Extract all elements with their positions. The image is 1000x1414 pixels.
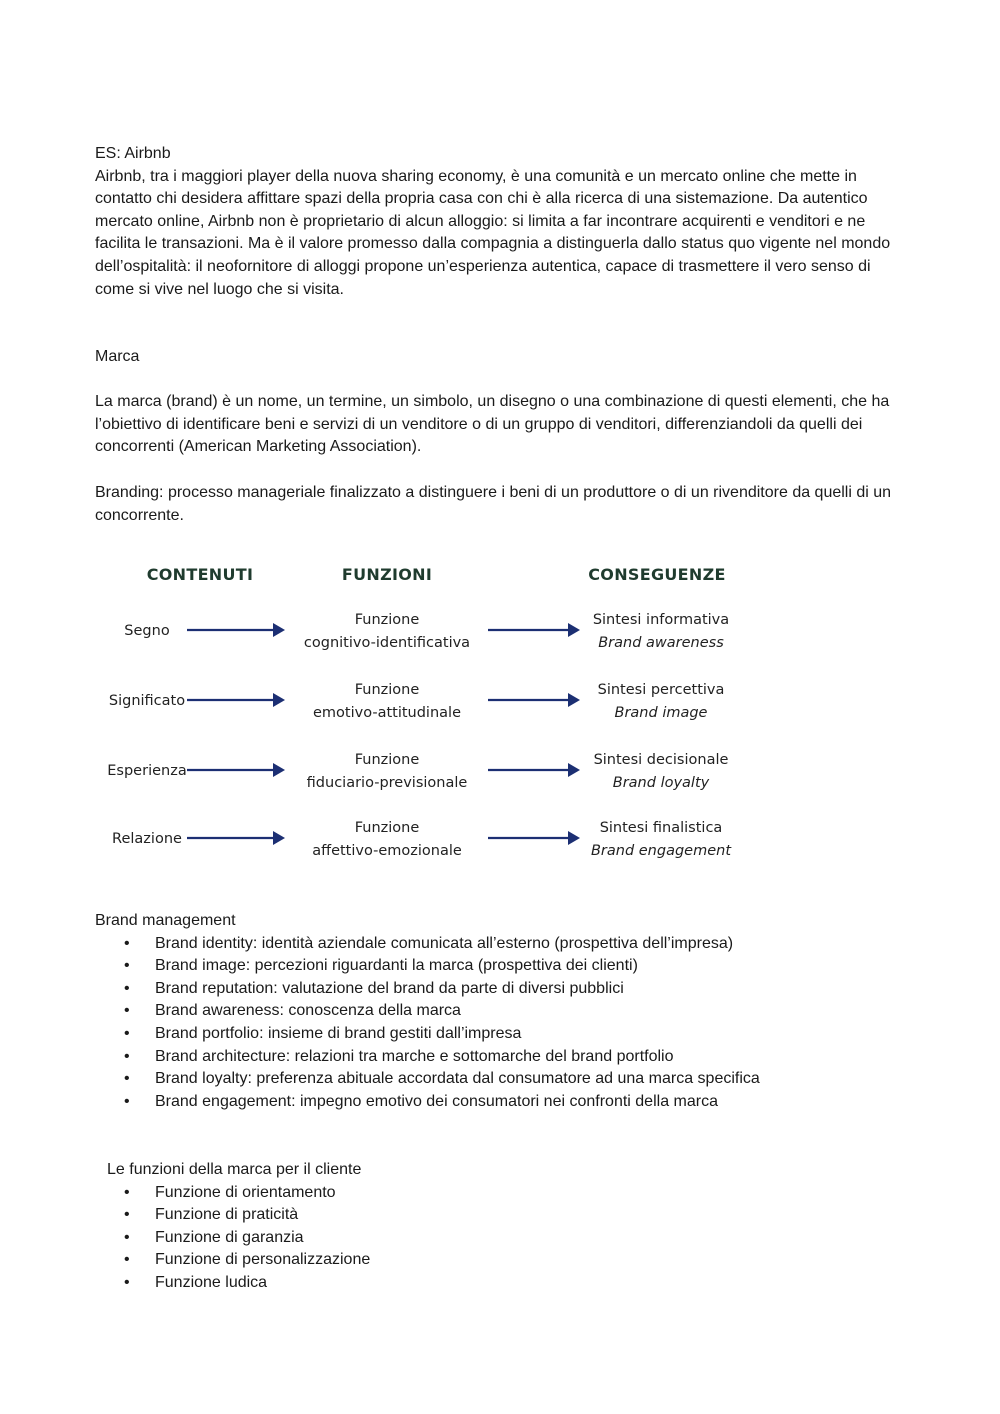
list-item-text: Funzione di praticità (155, 1206, 299, 1224)
diagram-function-title: Funzione (354, 820, 420, 836)
diagram-header-funzioni: FUNZIONI (341, 565, 433, 584)
list-item (95, 933, 910, 956)
bullet-icon: • (124, 1024, 130, 1042)
list-item (95, 978, 910, 1001)
diagram-function-title: Funzione (354, 682, 420, 698)
funzioni-cliente-heading: Le funzioni della marca per il cliente (107, 1161, 362, 1178)
list-item (95, 1249, 910, 1272)
diagram-consequence-title: Sintesi percettiva (597, 682, 725, 698)
bullet-icon: • (124, 1183, 130, 1201)
diagram-function-title: Funzione (354, 612, 420, 628)
list-item-text: Funzione di personalizzazione (155, 1251, 371, 1269)
diagram-function-title: Funzione (354, 752, 420, 768)
list-item-text: Brand image: percezioni riguardanti la marca (prospettiva dei clienti) (155, 957, 638, 975)
brand-management-heading: Brand management (95, 912, 236, 929)
list-item (95, 1182, 910, 1205)
diagram-consequence-brand: Brand awareness (598, 635, 724, 651)
diagram-content-label: Esperienza (107, 763, 187, 779)
list-item-text: Funzione di orientamento (155, 1183, 336, 1201)
arrow-right-icon (187, 693, 285, 707)
brand-management-section (95, 910, 910, 1113)
bullet-icon: • (124, 1228, 130, 1246)
diagram-consequence-brand: Brand loyalty (612, 775, 710, 791)
bullet-icon: • (124, 1070, 130, 1088)
diagram-consequence-brand: Brand image (614, 705, 708, 721)
bullet-icon: • (124, 1047, 130, 1065)
arrow-right-icon (187, 763, 285, 777)
arrow-right-icon (488, 623, 580, 637)
list-item-text: Brand reputation: valutazione del brand da parte di diversi pubblici (155, 979, 624, 997)
bullet-icon: • (124, 957, 130, 975)
arrow-right-icon (488, 763, 580, 777)
bullet-icon: • (124, 1206, 130, 1224)
list-item (95, 1272, 910, 1295)
arrow-right-icon (488, 831, 580, 845)
list-item (95, 1023, 910, 1046)
diagram-content-label: Relazione (112, 831, 182, 847)
diagram-header-conseguenze: CONSEGUENZE (588, 565, 726, 584)
list-item (95, 1204, 910, 1227)
list-item-text: Brand architecture: relazioni tra marche e sottomarche del brand portfolio (155, 1047, 674, 1065)
arrow-right-icon (488, 693, 580, 707)
arrow-right-icon (187, 623, 285, 637)
intro-title: ES: Airbnb (95, 145, 171, 162)
bullet-icon: • (124, 934, 130, 952)
brand-management-list (95, 933, 910, 1114)
diagram-header-contenuti: CONTENUTI (146, 565, 254, 584)
diagram-function-name: affettivo-emozionale (312, 843, 462, 859)
funzioni-cliente-list (95, 1182, 910, 1295)
diagram-function-name: cognitivo-identificativa (303, 635, 471, 651)
list-item (95, 1091, 910, 1114)
diagram-rows (107, 612, 732, 859)
list-item-text: Brand portfolio: insieme di brand gestiti dall’impresa (155, 1024, 522, 1042)
diagram-consequence-brand: Brand engagement (590, 843, 732, 859)
diagram-content-label: Significato (108, 693, 186, 709)
list-item-text: Brand loyalty: preferenza abituale accordata dal consumatore ad una marca specifica (155, 1070, 760, 1088)
bullet-icon: • (124, 1273, 130, 1291)
list-item (95, 1068, 910, 1091)
list-item-text: Brand engagement: impegno emotivo dei consumatori nei confronti della marca (155, 1092, 718, 1110)
diagram-function-name: fiduciario-previsionale (306, 775, 468, 791)
list-item-text: Funzione di garanzia (155, 1228, 304, 1246)
bullet-icon: • (124, 979, 130, 997)
list-item (95, 1000, 910, 1023)
bullet-icon: • (124, 1251, 130, 1269)
intro-section (95, 143, 910, 301)
bullet-icon: • (124, 1002, 130, 1020)
intro-body: Airbnb, tra i maggiori player della nuova sharing economy, è una comunità e un mercato online che mette in contatto chi desidera affittare spazi della propria casa con chi è alla ricerca di una sistemazione. Da autentico mercato online, Airbnb non è proprietario di alcun alloggio: si limita a far incontrare acquirenti e venditori e ne facilita le transazioni. Ma è il valore promesso dalla compagnia a distinguerla dallo status quo vigente nel mondo dell’ospitalità: il neofornitore di alloggi propone un’esperienza autentica, capace di trasmettere il vero senso di come si vive nel luogo che si visita. (95, 167, 891, 298)
branding-definition: Branding: processo manageriale finalizzato a distinguere i beni di un produttore o di un rivenditore da quelli di un concorrente. (95, 484, 892, 524)
funzioni-cliente-section (95, 1159, 910, 1295)
list-item-text: Brand identity: identità aziendale comunicata all’esterno (prospettiva dell’impresa) (155, 934, 734, 952)
list-item (95, 955, 910, 978)
bullet-icon: • (124, 1092, 130, 1110)
diagram-content-label: Segno (124, 623, 170, 639)
arrow-right-icon (187, 831, 285, 845)
list-item-text: Funzione ludica (155, 1273, 268, 1291)
list-item (95, 1046, 910, 1069)
diagram-consequence-title: Sintesi informativa (592, 612, 730, 628)
brand-functions-diagram (95, 555, 755, 875)
marca-heading: Marca (95, 348, 140, 365)
diagram-consequence-title: Sintesi finalistica (599, 820, 723, 836)
diagram-function-name: emotivo-attitudinale (312, 705, 462, 721)
list-item-text: Brand awareness: conoscenza della marca (155, 1002, 461, 1020)
diagram-consequence-title: Sintesi decisionale (593, 752, 729, 768)
list-item (95, 1227, 910, 1250)
marca-definition: La marca (brand) è un nome, un termine, un simbolo, un disegno o una combinazione di questi elementi, che ha l’obiettivo di identificare beni e servizi di un venditore o di un gruppo di venditori, differenziandoli da quelli dei concorrenti (American Marketing Association). (95, 393, 890, 456)
